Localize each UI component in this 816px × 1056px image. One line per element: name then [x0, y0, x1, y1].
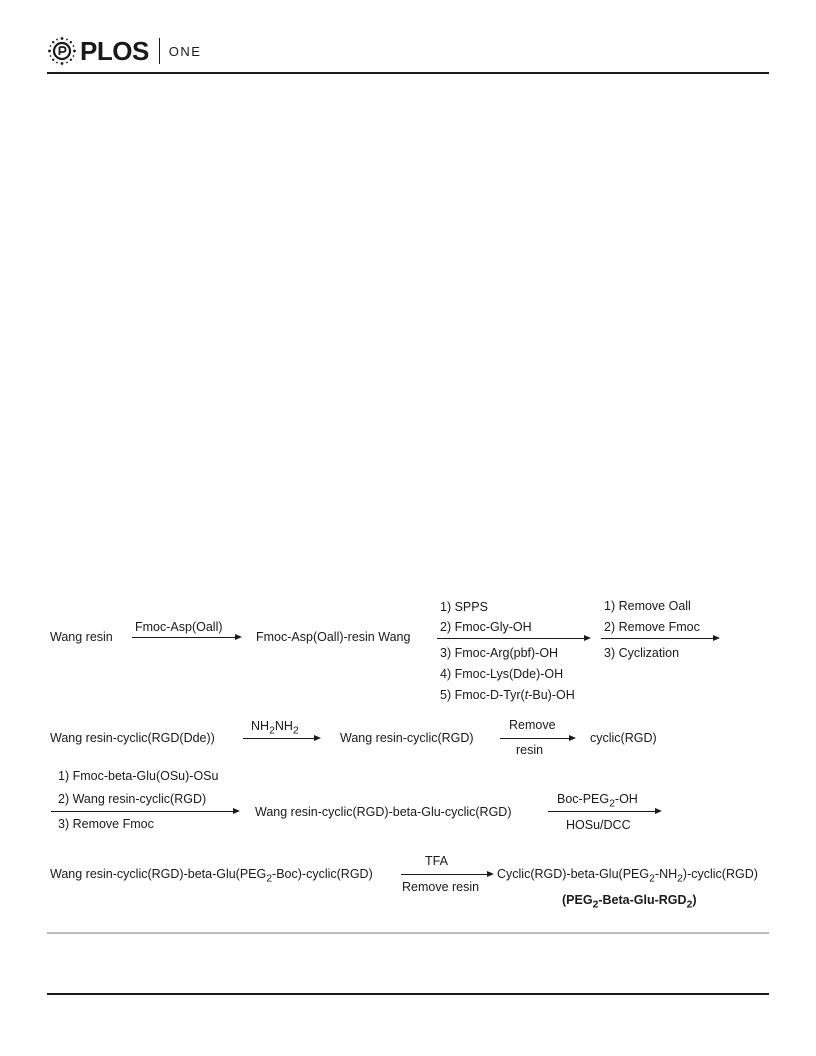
- row2-arrow1: [243, 738, 315, 739]
- row3-arrow1-step: 3) Remove Fmoc: [58, 817, 154, 831]
- row1-arrow3-step: 1) Remove Oall: [604, 599, 691, 613]
- row2-product: cyclic(RGD): [590, 731, 657, 745]
- row3-arrow1-step: 2) Wang resin-cyclic(RGD): [58, 792, 207, 806]
- row1-arrow2-step: 4) Fmoc-Lys(Dde)-OH: [440, 667, 564, 681]
- row4-arrow-top: TFA: [425, 854, 448, 868]
- row2-arrow1-reagent: $NH_2NH_2$: [251, 719, 299, 737]
- row3-arrow2-top: Boc-$PEG_2-OH$: [557, 792, 638, 810]
- row3-arrow1-step: 1) Fmoc-beta-Glu(OSu)-OSu: [58, 769, 219, 783]
- row2-arrow2-top: Remove: [509, 718, 556, 732]
- row1-arrow1: [132, 637, 236, 638]
- row1-arrow1-reagent: Fmoc-Asp(Oall): [135, 620, 223, 634]
- row1-arrow2-step: 2) Fmoc-Gly-OH: [440, 620, 532, 634]
- row2-intermediate: Wang resin-cyclic(RGD): [340, 731, 474, 745]
- row1-intermediate: Fmoc-Asp(Oall)-resin Wang: [256, 630, 411, 644]
- row3-arrow2: [548, 811, 656, 812]
- logo-wordmark: PLOS: [80, 35, 149, 66]
- row4-product: $Cyclic(RGD)-beta-Glu(PEG_2-NH_2)-cyclic(RGD)$: [497, 867, 758, 885]
- row1-arrow2-step5: 5) Fmoc-D-Tyr(t-Bu)-OH: [440, 688, 575, 702]
- row1-arrow3: [601, 638, 714, 639]
- footer-rule: [47, 993, 769, 995]
- row1-arrow3-step: 3) Cyclization: [604, 646, 680, 660]
- row1-start: Wang resin: [50, 630, 113, 644]
- row2-arrow2: [500, 738, 570, 739]
- row4-start: Wang resin-$cyclic(RGD)-beta-Glu(PEG_2-Boc)-cyclic(RGD)$: [50, 867, 373, 885]
- row1-arrow2-step: 1) SPPS: [440, 600, 488, 614]
- figure-bottom-rule: [47, 932, 769, 934]
- row3-arrow2-bottom: HOSu/DCC: [566, 818, 631, 832]
- row1-arrow3-step: 2) Remove Fmoc: [604, 620, 700, 634]
- row4-arrow-bottom: Remove resin: [402, 880, 480, 894]
- logo-suffix: ONE: [168, 43, 202, 59]
- row1-arrow2: [437, 638, 585, 639]
- row3-intermediate: Wang resin-cyclic(RGD)-beta-Glu-cyclic(RGD): [255, 805, 512, 819]
- row4-product-name: $(PEG_2-Beta-Glu-RGD_2)$: [562, 893, 697, 911]
- row2-arrow2-bottom: resin: [516, 743, 544, 757]
- row1-arrow2-step: 3) Fmoc-Arg(pbf)-OH: [440, 646, 559, 660]
- row2-start: Wang resin-cyclic(RGD(Dde)): [50, 731, 215, 745]
- row4-arrow: [401, 874, 488, 875]
- row3-arrow1: [51, 811, 234, 812]
